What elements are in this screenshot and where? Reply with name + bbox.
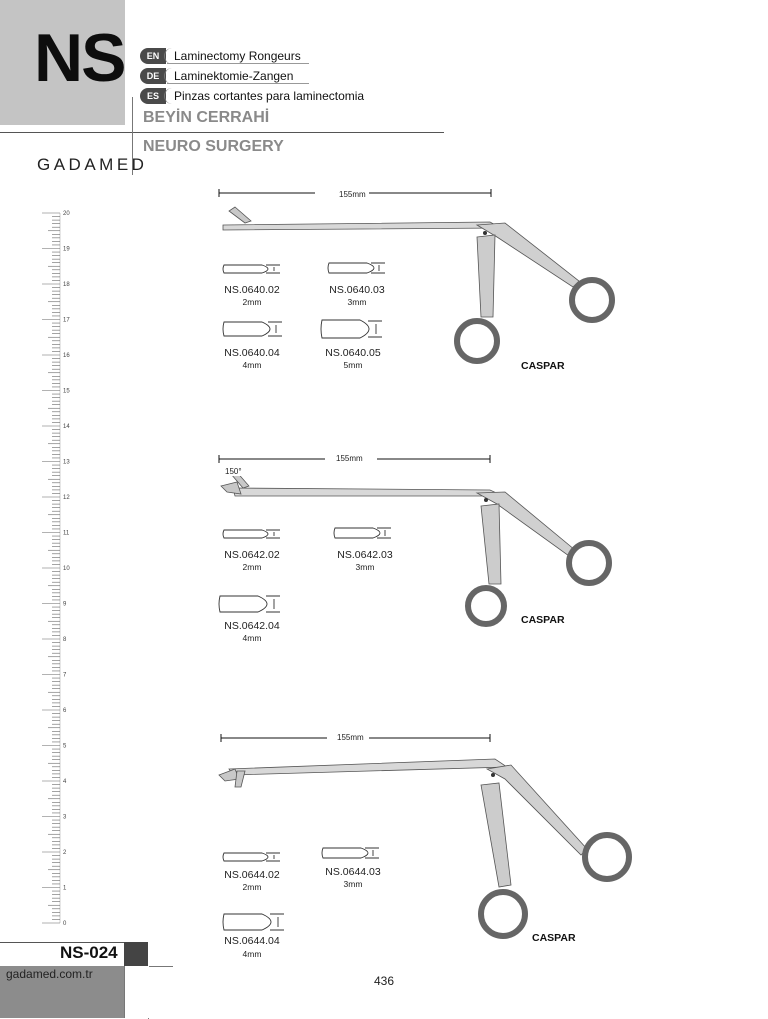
product-code: NS.0642.02 [224, 549, 280, 561]
ruler [30, 206, 80, 930]
footer-outline-block [148, 966, 173, 1019]
logo-text: GADAMED [37, 155, 148, 174]
website-link[interactable]: gadamed.com.tr [6, 967, 93, 981]
lang-text: Laminectomy Rongeurs [174, 49, 301, 63]
section-code: NS [34, 20, 125, 96]
product-size: 4mm [242, 949, 262, 959]
lang-text: Laminektomie-Zangen [174, 69, 294, 83]
product-size: 3mm [343, 879, 363, 889]
ruler-number: 13 [63, 459, 70, 466]
ruler-number: 12 [63, 495, 70, 501]
product-size: 2mm [242, 562, 262, 572]
lang-code: EN [140, 48, 166, 64]
length-label: 155mm [336, 190, 369, 199]
ruler-number: 5 [63, 743, 67, 750]
product-code: NS.0640.02 [224, 284, 280, 296]
product-code: NS.0640.03 [329, 284, 385, 296]
ruler-number: 16 [63, 353, 70, 359]
ruler-number: 11 [63, 530, 70, 537]
product-code: NS.0644.04 [224, 935, 280, 947]
ruler-number: 7 [63, 672, 67, 679]
jaw-tip-icon [321, 846, 383, 860]
jaw-tip-icon [222, 912, 286, 932]
ruler-number: 0 [63, 921, 67, 927]
category-turkish: BEYİN CERRAHİ [143, 109, 270, 126]
jaw-tip-icon [222, 528, 282, 540]
jaw-tip-icon [222, 320, 284, 338]
ruler-number: 10 [63, 566, 70, 572]
angle-label: 150° [222, 467, 245, 476]
product-code: NS.0644.03 [325, 866, 381, 878]
length-label: 155mm [333, 454, 366, 463]
catalog-code: NS-024 [60, 943, 118, 962]
ruler-number: 8 [63, 637, 67, 643]
ruler-number: 3 [63, 814, 67, 821]
jaw-tip-icon [320, 318, 384, 340]
footer-white-block [124, 966, 149, 1018]
lang-text: Pinzas cortantes para laminectomia [174, 89, 365, 103]
logo-mark-svg [0, 150, 148, 180]
product-code: NS.0642.04 [224, 620, 280, 632]
ruler-number: 19 [63, 246, 70, 253]
ruler-number: 14 [63, 424, 70, 430]
jaw-tip-icon [222, 851, 282, 863]
product-size: 5mm [343, 360, 363, 370]
lang-code: DE [140, 68, 166, 84]
product-size: 4mm [242, 360, 262, 370]
jaw-tip-icon [327, 261, 387, 275]
category-english: NEURO SURGERY [143, 138, 284, 155]
product-size: 4mm [242, 633, 262, 643]
ruler-number: 20 [63, 211, 70, 217]
jaw-tip-icon [222, 263, 282, 275]
ruler-number: 15 [63, 388, 70, 395]
jaw-tip-icon [333, 526, 393, 540]
ruler-number: 9 [63, 601, 67, 608]
product-code: NS.0640.04 [224, 347, 280, 359]
product-code: NS.0644.02 [224, 869, 280, 881]
instrument-style: CASPAR [532, 932, 576, 944]
lang-code: ES [140, 88, 166, 104]
ruler-number: 4 [63, 779, 67, 785]
product-size: 3mm [347, 297, 367, 307]
product-code: NS.0640.05 [325, 347, 381, 359]
product-size: 2mm [242, 882, 262, 892]
product-size: 2mm [242, 297, 262, 307]
ruler-number: 2 [63, 850, 67, 856]
instrument-style: CASPAR [521, 360, 565, 372]
length-label: 155mm [334, 733, 367, 742]
page-number: 436 [374, 974, 395, 988]
logo [0, 150, 148, 180]
instrument-style: CASPAR [521, 614, 565, 626]
ruler-number: 6 [63, 708, 67, 714]
header-divider [0, 132, 444, 133]
ruler-number: 17 [63, 317, 70, 324]
product-code: NS.0642.03 [337, 549, 393, 561]
footer-dark-block [124, 942, 148, 966]
ruler-number: 18 [63, 282, 70, 288]
jaw-tip-icon [218, 594, 282, 614]
product-size: 3mm [355, 562, 375, 572]
ruler-number: 1 [63, 885, 67, 892]
